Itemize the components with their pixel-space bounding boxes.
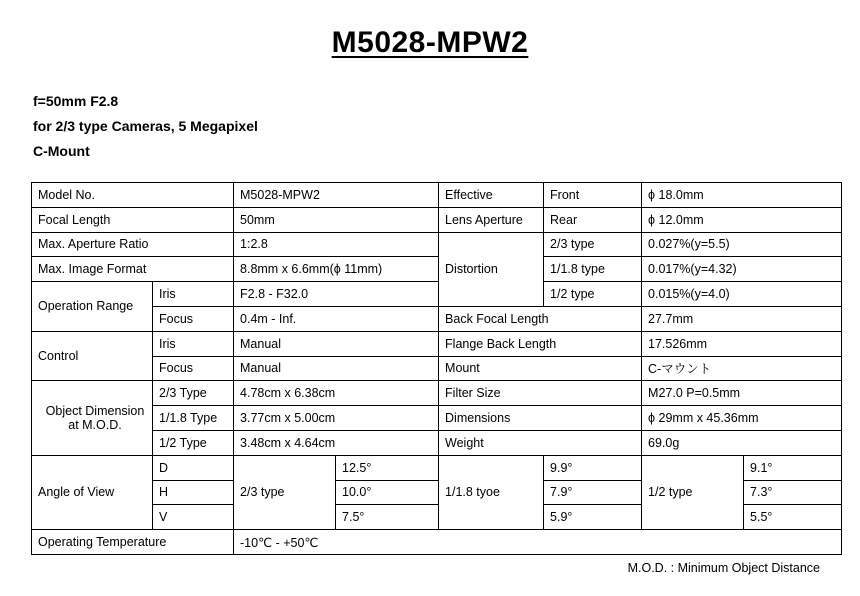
- od-12-label: 1/2 Type: [153, 430, 234, 455]
- ctrl-focus-value: Manual: [234, 356, 439, 381]
- mount-value: C-マウント: [642, 356, 842, 381]
- table-row: [32, 331, 842, 356]
- table-row: [32, 430, 842, 455]
- table-row: [32, 306, 842, 331]
- distortion-23-value: 0.027%(y=5.5): [642, 232, 842, 257]
- filter-size-value: M27.0 P=0.5mm: [642, 381, 842, 406]
- table-row: [32, 381, 842, 406]
- operating-temp-label: Operating Temperature: [32, 530, 234, 555]
- aov-d-label: D: [153, 455, 234, 480]
- filter-size-label: Filter Size: [439, 381, 642, 406]
- table-row: [32, 356, 842, 381]
- angle-of-view-label: Angle of View: [32, 455, 153, 529]
- spec-table: [31, 182, 842, 555]
- distortion-12-value: 0.015%(y=4.0): [642, 282, 842, 307]
- focal-value: 50mm: [234, 207, 439, 232]
- distortion-23-label: 2/3 type: [544, 232, 642, 257]
- flange-label: Flange Back Length: [439, 331, 642, 356]
- aov-118-v-value: 5.9°: [544, 505, 642, 530]
- table-row: [32, 257, 842, 282]
- distortion-label: Distortion: [439, 232, 544, 306]
- max-image-label: Max. Image Format: [32, 257, 234, 282]
- object-dimension-label-line2: at M.O.D.: [68, 418, 122, 433]
- rear-label: Rear: [544, 207, 642, 232]
- od-118-label: 1/1.8 Type: [153, 406, 234, 431]
- table-row: [32, 232, 842, 257]
- front-value: ϕ 18.0mm: [642, 183, 842, 208]
- table-row: [32, 183, 842, 208]
- weight-value: 69.0g: [642, 430, 842, 455]
- ctrl-focus-label: Focus: [153, 356, 234, 381]
- max-aperture-value: 1:2.8: [234, 232, 439, 257]
- op-iris-label: Iris: [153, 282, 234, 307]
- ctrl-iris-value: Manual: [234, 331, 439, 356]
- aov-h-label: H: [153, 480, 234, 505]
- distortion-12-label: 1/2 type: [544, 282, 642, 307]
- op-focus-label: Focus: [153, 306, 234, 331]
- aov-12-h-value: 7.3°: [744, 480, 842, 505]
- aov-12-label: 1/2 type: [642, 455, 744, 529]
- operation-range-label: Operation Range: [32, 282, 153, 332]
- aov-118-label: 1/1.8 tyoe: [439, 455, 544, 529]
- lens-aperture-label: Lens Aperture: [439, 207, 544, 232]
- dimensions-label: Dimensions: [439, 406, 642, 431]
- aov-23-d-value: 12.5°: [336, 455, 439, 480]
- model-value: M5028-MPW2: [234, 183, 439, 208]
- op-focus-value: 0.4m - Inf.: [234, 306, 439, 331]
- od-118-value: 3.77cm x 5.00cm: [234, 406, 439, 431]
- aov-118-h-value: 7.9°: [544, 480, 642, 505]
- title-text: M5028-MPW2: [331, 26, 529, 59]
- dimensions-value: ϕ 29mm x 45.36mm: [642, 406, 842, 431]
- subtitle-camera: for 2/3 type Cameras, 5 Megapixel: [33, 118, 258, 134]
- back-focal-label: Back Focal Length: [439, 306, 642, 331]
- max-image-value: 8.8mm x 6.6mm(ϕ 11mm): [234, 257, 439, 282]
- control-label: Control: [32, 331, 153, 381]
- od-23-value: 4.78cm x 6.38cm: [234, 381, 439, 406]
- flange-value: 17.526mm: [642, 331, 842, 356]
- rear-value: ϕ 12.0mm: [642, 207, 842, 232]
- table-row: [32, 530, 842, 555]
- effective-label: Effective: [439, 183, 544, 208]
- object-dimension-label-line1: Object Dimension: [45, 404, 145, 419]
- weight-label: Weight: [439, 430, 642, 455]
- back-focal-value: 27.7mm: [642, 306, 842, 331]
- aov-23-h-value: 10.0°: [336, 480, 439, 505]
- op-iris-value: F2.8 - F32.0: [234, 282, 439, 307]
- table-row: [32, 207, 842, 232]
- aov-12-d-value: 9.1°: [744, 455, 842, 480]
- subtitle-focal: f=50mm F2.8: [33, 93, 119, 109]
- table-row: [32, 406, 842, 431]
- max-aperture-label: Max. Aperture Ratio: [32, 232, 234, 257]
- focal-label: Focal Length: [32, 207, 234, 232]
- aov-v-label: V: [153, 505, 234, 530]
- od-23-label: 2/3 Type: [153, 381, 234, 406]
- page-title: [0, 26, 860, 60]
- operating-temp-value: -10℃ - +50℃: [234, 530, 842, 555]
- model-label: Model No.: [32, 183, 234, 208]
- distortion-118-label: 1/1.8 type: [544, 257, 642, 282]
- subtitle-mount: C-Mount: [33, 143, 90, 159]
- ctrl-iris-label: Iris: [153, 331, 234, 356]
- front-label: Front: [544, 183, 642, 208]
- aov-12-v-value: 5.5°: [744, 505, 842, 530]
- distortion-118-value: 0.017%(y=4.32): [642, 257, 842, 282]
- aov-118-d-value: 9.9°: [544, 455, 642, 480]
- table-row: [32, 455, 842, 480]
- mount-label: Mount: [439, 356, 642, 381]
- od-12-value: 3.48cm x 4.64cm: [234, 430, 439, 455]
- table-row: [32, 282, 842, 307]
- object-dimension-label: [32, 381, 153, 455]
- aov-23-v-value: 7.5°: [336, 505, 439, 530]
- mod-footnote: M.O.D. : Minimum Object Distance: [627, 561, 820, 575]
- aov-23-label: 2/3 type: [234, 455, 336, 529]
